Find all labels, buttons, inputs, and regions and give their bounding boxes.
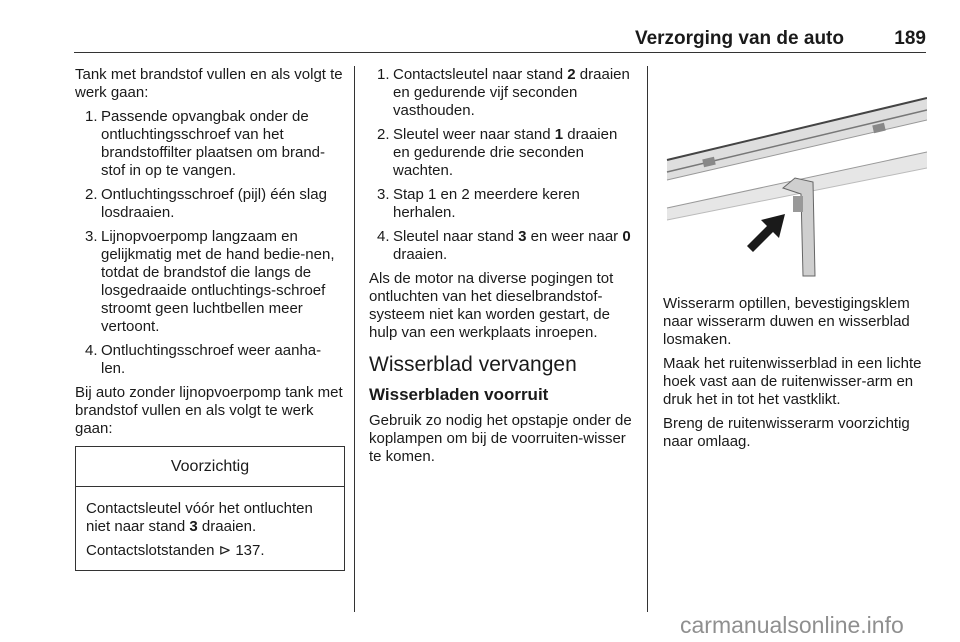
page-reference-icon: ⊳ — [218, 542, 232, 559]
paragraph: Gebruik zo nodig het opstapje onder de koplampen om bij de voorruiten-wisser te komen. — [369, 412, 632, 465]
paragraph: Wisserarm optillen, bevestigingsklem naar wisserarm duwen en wisserblad losmaken. — [663, 295, 910, 348]
caution-box — [75, 446, 345, 571]
section-heading: Wisserblad vervangen — [369, 353, 577, 376]
list-item: 1. Contactsleutel naar stand 2 draaien en gedurende vijf seconden vasthouden. — [377, 66, 630, 119]
intro-paragraph: Tank met brandstof vullen en als volgt te werk gaan: — [75, 66, 343, 101]
paragraph: Bij auto zonder lijnopvoerpomp tank met brandstof vullen en als volgt te werk gaan: — [75, 384, 343, 437]
column-left — [75, 66, 345, 571]
paragraph: Maak het ruitenwisserblad in een lichte hoek vast aan de ruitenwisser-arm en druk het in tot het vastklikt. — [663, 355, 922, 408]
subsection-heading: Wisserbladen voorruit — [369, 385, 549, 404]
column-divider — [354, 66, 355, 612]
bleed-steps-list — [75, 108, 345, 378]
caution-reference: Contactslotstanden ⊳ 137. — [86, 542, 265, 559]
list-item: 3. Stap 1 en 2 meerdere keren herhalen. — [377, 186, 580, 221]
list-item: 2. Sleutel weer naar stand 1 draaien en gedurende drie seconden wachten. — [377, 126, 618, 179]
paragraph: Breng de ruitenwisserarm voorzichtig naar omlaag. — [663, 415, 910, 450]
page-header — [74, 0, 926, 53]
caution-text: Contactsleutel vóór het ontluchten niet naar stand 3 draaien. — [86, 500, 313, 535]
ignition-steps-list — [369, 66, 635, 264]
column-divider — [647, 66, 648, 612]
page-number: 189 — [894, 28, 926, 49]
watermark: carmanualsonline.info — [680, 612, 904, 638]
caution-title: Voorzichtig — [76, 447, 344, 487]
wiper-blade-illustration — [663, 68, 927, 278]
list-item: 1. Passende opvangbak onder de ontluchtingsschroef van het brandstoffilter plaatsen om brand-stof in op te vangen. — [85, 108, 326, 179]
list-item: 3. Lijnopvoerpomp langzaam en gelijkmatig met de hand bedie-nen, totdat de brandstof die langs de losgedraaide ontluchtings-schroef stroomt geen luchtbellen meer vertoont. — [85, 228, 335, 335]
column-right — [663, 66, 931, 457]
chapter-title: Verzorging van de auto — [634, 28, 844, 49]
column-middle — [369, 66, 635, 472]
list-item: 4. Ontluchtingsschroef weer aanha-len. — [85, 342, 322, 377]
list-item: 2. Ontluchtingsschroef (pijl) één slag losdraaien. — [85, 186, 327, 221]
paragraph: Als de motor na diverse pogingen tot ontluchten van het dieselbrandstof-systeem niet kan worden gestart, de hulp van een werkplaats inroepen. — [369, 270, 614, 341]
list-item: 4. Sleutel naar stand 3 en weer naar 0 draaien. — [377, 228, 631, 263]
